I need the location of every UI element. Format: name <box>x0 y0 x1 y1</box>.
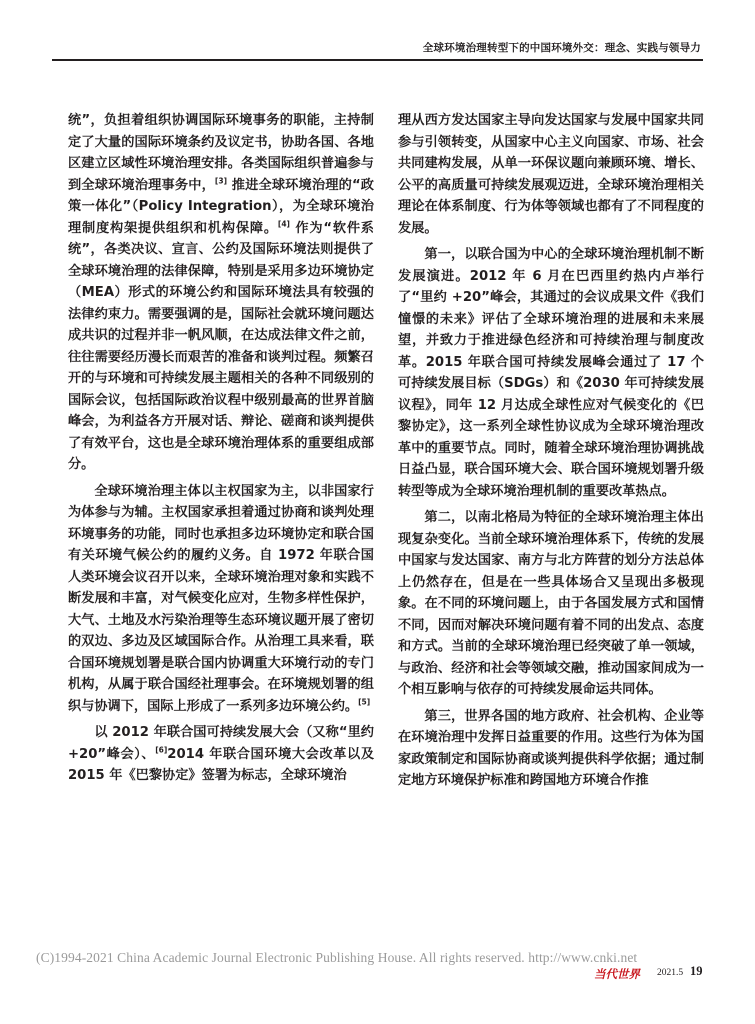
issue-label: 2021.5 <box>657 968 684 978</box>
citation-6: [6] <box>155 745 168 755</box>
paragraph-text: 以 2012 年联合国可持续发展大会（又称“里约 +20”峰会）、 <box>68 725 374 762</box>
paragraph-text: 全球环境治理主体以主权国家为主，以非国家行为体参与为辅。主权国家承担着通过协商和谈判处理环境事务的功能，同时也承担多边环境协定和联合国有关环境气候公约的履约义务。自 1972 年联合国人类环境会议召开以来，全球环境治理对象和实践不断发展和丰富，对气候变化应对，生物多样性保护，大气、土地及水污染治理等生态环境议题开展了密切的双边、多边及区域国际合作。从治理工具来看，联合国环境规划署是联合国内协调重大环境行动的专门机构，从属于联合国经社理事会。在环境规划署的组织与协调下，国际上形成了一系列多边环境公约。 <box>68 483 374 714</box>
footer-copyright: (C)1994-2021 China Academic Journal Electronic Publishing House. All rights reserved. http://www.cnki.net <box>36 950 638 965</box>
left-paragraph-2 <box>68 481 374 718</box>
left-paragraph-1 <box>68 110 374 476</box>
header-divider <box>52 59 703 61</box>
right-paragraph-4: 第三，世界各国的地方政府、社会机构、企业等在环境治理中发挥日益重要的作用。这些行为体为国家政策制定和国际协商或谈判提供科学依据；通过制定地方环境保护标准和跨国地方环境合作推 <box>398 708 704 788</box>
right-column <box>398 110 704 792</box>
running-header-title: 全球环境治理转型下的中国环境外交：理念、实践与领导力 <box>422 42 701 54</box>
left-paragraph-3 <box>68 722 374 787</box>
left-column <box>68 110 374 787</box>
journal-name-logo: 当代世界 <box>594 967 640 981</box>
citation-3: [3] <box>214 176 227 186</box>
paragraph-text: 作为“软件系统”，各类决议、宣言、公约及国际环境法则提供了全球环境治理的法律保障，特别是采用多边环境协定（MEA）形式的环境公约和国际环境法具有较强的法律约束力。需要强调的是，国际社会就环境问题达成共识的过程并非一帆风顺，在达成法律文件之前，往往需要经历漫长而艰苦的准备和谈判过程。频繁召开的与环境和可持续发展主题相关的各种不同级别的国际会议，包括国际政治议程中级别最高的世界首脑峰会，为利益各方开展对话、辩论、磋商和谈判提供了有效平台，这也是全球环境治理体系的重要组成部分。 <box>68 220 374 472</box>
right-paragraph-3: 第二，以南北格局为特征的全球环境治理主体出现复杂变化。当前全球环境治理体系下，传统的发展中国家与发达国家、南方与北方阵营的划分方法总体上仍然存在，但是在一些具体场合又呈现出多极现象。在不同的环境问题上，由于各国发展方式和国情不同，因而对解决环境问题有着不同的出发点、态度和方式。当前的全球环境治理已经突破了单一领域，与政治、经济和社会等领域交融，推动国家间成为一个相互影响与依存的可持续发展命运共同体。 <box>398 510 704 697</box>
page-number: 19 <box>690 964 703 978</box>
right-paragraph-2: 第一，以联合国为中心的全球环境治理机制不断发展演进。2012 年 6 月在巴西里约热内卢举行了“里约 +20”峰会，其通过的会议成果文件《我们憧憬的未来》评估了全球环境治理的进展和未来展望，并致力于推进绿色经济和可持续治理与制度改革。2015 年联合国可持续发展峰会通过了 17 个可持续发展目标（SDGs）和《2030 年可持续发展议程》，同年 12 月达成全球性应对气候变化的《巴黎协定》，这一系列全球性协议成为全球环境治理改革中的重要节点。同时，随着全球环境治理协调挑战日益凸显，联合国环境大会、联合国环境规划署升级转型等成为全球环境治理机制的重要改革热点。 <box>398 247 704 499</box>
citation-5: [5] <box>358 697 371 707</box>
paragraph-text: 2014 年联合国环境大会改革以及 2015 年《巴黎协定》签署为标志，全球环境治 <box>68 746 375 783</box>
paragraph-text: 推进全球环境治理的“政策一体化”（Policy Integration），为全球环境治理制度构架提供组织和机构保障。 <box>68 177 374 236</box>
right-paragraph-1: 理从西方发达国家主导向发达国家与发展中国家共同参与引领转变，从国家中心主义向国家、市场、社会共同建构发展，从单一环保议题向兼顾环境、增长、公平的高质量可持续发展观迈进，全球环境治理相关理论在体系制度、行为体等领域也都有了不同程度的发展。 <box>398 113 704 236</box>
paragraph-text: 统”，负担着组织协调国际环境事务的职能，主持制定了大量的国际环境条约及议定书，协助各国、各地区建立区域性环境治理安排。各类国际组织普遍参与到全球环境治理事务中， <box>68 113 374 193</box>
citation-4: [4] <box>277 219 290 229</box>
